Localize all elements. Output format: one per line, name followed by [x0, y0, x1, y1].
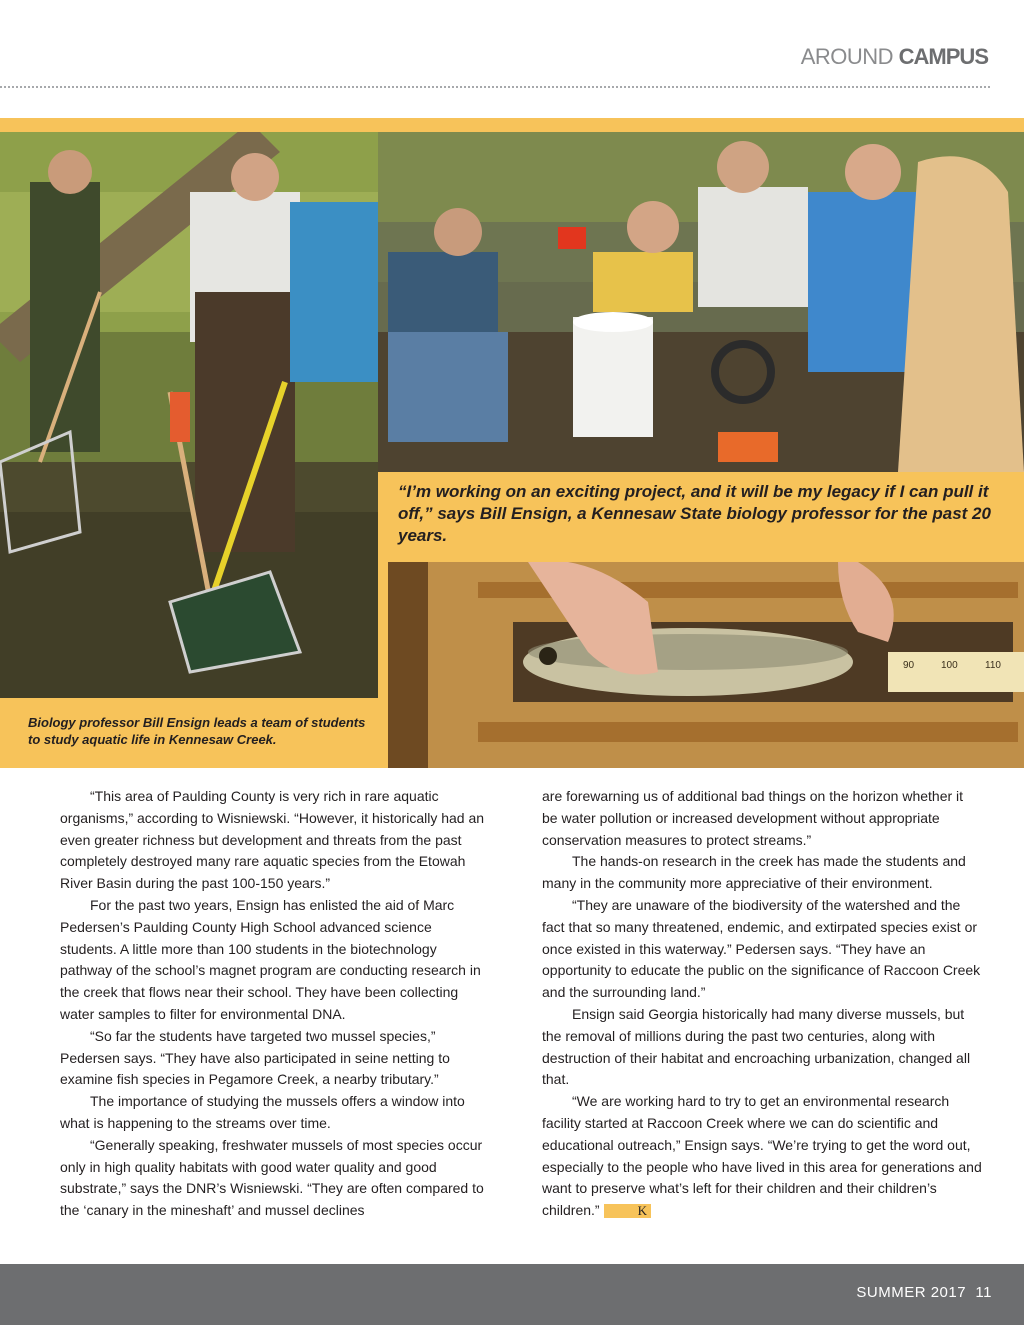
section-header: [801, 44, 988, 70]
paragraph: “So far the students have targeted two mussel species,” Pedersen says. “They have also participated in seine netting to examine fish species in Pegamore Creek, a nearby tributary.”: [60, 1027, 450, 1088]
paragraph: For the past two years, Ensign has enlisted the aid of Marc Pedersen’s Paulding County High School advanced science students. A little more than 100 students in the biotechnology pathway of the school’s magnet program are conducting research in the creek that flows near their school. They have been collecting water samples to filter for environmental DNA.: [60, 896, 481, 1022]
photo-professor-in-creek: [0, 132, 378, 698]
ruler-tick-100: 100: [941, 660, 958, 671]
paragraph-last-text: “We are working hard to try to get an environmental research facility started at Raccoon Creek where we can do scientific and educational outreach,” Ensign says. “We’re trying to get the word out, especially to the people who have lived in this area for generations and want to preserve what’s left for their children and their children’s children.”: [542, 1093, 982, 1219]
paragraph-last: [542, 1091, 982, 1222]
section-header-bold: CAMPUS: [898, 44, 988, 69]
paragraph: “This area of Paulding County is very rich in rare aquatic organisms,” according to Wisniewski. “However, it historically had an even greater richness but development and threats from the past completely destroyed many rare aquatic species from the Etowah River Basin during the past 100-150 years.”: [60, 788, 485, 892]
issue-label: SUMMER 2017: [856, 1284, 967, 1301]
article-column-right: [542, 786, 982, 1222]
photo-caption: Biology professor Bill Ensign leads a team of students to study aquatic life in Kennesaw Creek.: [28, 715, 366, 747]
paragraph: The importance of studying the mussels offers a window into what is happening to the streams over time.: [60, 1093, 465, 1131]
paragraph: Ensign said Georgia historically had many diverse mussels, but the removal of millions during the past two centuries, along with destruction of their habitat and encroaching urbanization, changed all that.: [542, 1005, 971, 1088]
paragraph: The hands-on research in the creek has made the students and many in the community more appreciative of their environment.: [542, 853, 966, 892]
paragraph: “They are unaware of the biodiversity of the watershed and the fact that so many threatened, endemic, and extirpated species exist or once existed in this waterway.” Pedersen says. “They have an opportunity to educate the public on the significance of Raccoon Creek and the surrounding land.”: [542, 896, 981, 1001]
footer-bar: [0, 1264, 1024, 1325]
page-number: 11: [975, 1284, 992, 1301]
pull-quote: “I’m working on an exciting project, and it will be my legacy if I can pull it off,” says Bill Ensign, a Kennesaw State biology professor for the past 20 years.: [398, 482, 991, 545]
end-mark-icon: K: [604, 1204, 651, 1218]
header-divider: [0, 86, 990, 88]
article-column-left: [60, 786, 490, 1222]
section-header-light: AROUND: [800, 44, 894, 69]
paragraph: “Generally speaking, freshwater mussels of most species occur only in high quality habitats with good water quality and good substrate,” says the DNR’s Wisniewski. “They are often compared to the ‘canary in the mineshaft’ and mussel declines: [60, 1136, 484, 1219]
paragraph: are forewarning us of additional bad things on the horizon whether it be water pollution or increased development without appropriate conservation measures to protect streams.”: [542, 788, 964, 848]
photo-fish-measuring-board: [388, 562, 1024, 768]
ruler-tick-90: 90: [903, 660, 915, 671]
footer-folio: [856, 1284, 992, 1301]
photo-students-by-creek: [378, 132, 1024, 472]
ruler-tick-110: 110: [985, 660, 1001, 671]
